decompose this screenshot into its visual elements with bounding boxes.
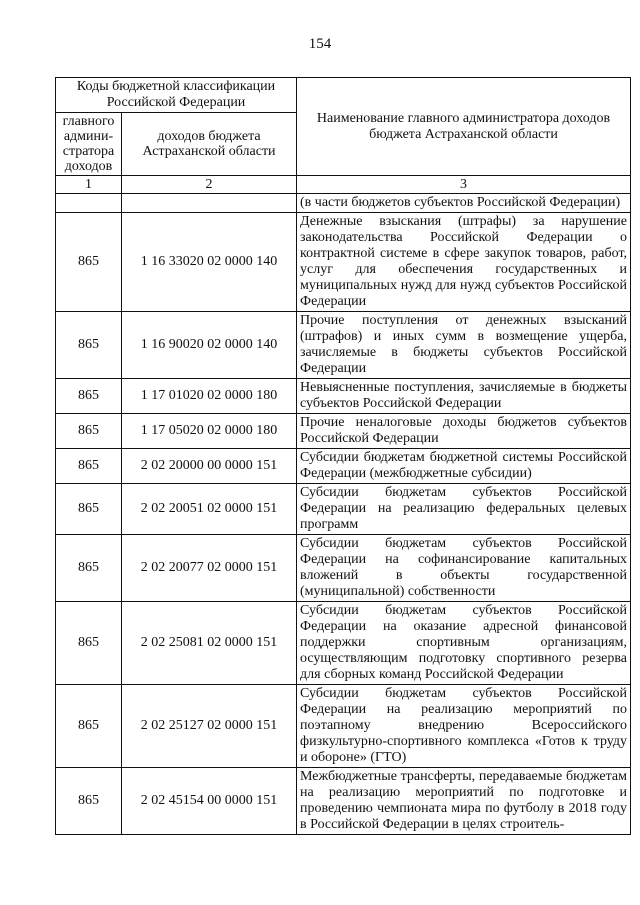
column-number-2: 2 <box>122 176 297 194</box>
table-row <box>56 194 631 213</box>
income-code-cell: 2 02 45154 00 0000 151 <box>122 768 297 835</box>
income-name-cell: Прочие поступления от денежных взысканий (штрафов) и иных сумм в возмещение ущерба, зачисляемые в бюджеты субъектов Российской Федерации <box>297 312 631 379</box>
table-row <box>56 602 631 685</box>
table-row <box>56 768 631 835</box>
income-name-cell: Прочие неналоговые доходы бюджетов субъектов Российской Федерации <box>297 414 631 449</box>
admin-code-cell: 865 <box>56 535 122 602</box>
income-name-cell: Межбюджетные трансферты, передаваемые бюджетам на реализацию мероприятий по подготовке и проведению чемпионата мира по футболу в 2018 году в Российской Федерации в целях строитель- <box>297 768 631 835</box>
admin-code-cell: 865 <box>56 602 122 685</box>
income-name-cell: Невыясненные поступления, зачисляемые в бюджеты субъектов Российской Федерации <box>297 379 631 414</box>
income-name-cell: Субсидии бюджетам субъектов Российской Федерации на софинансирование капитальных вложений в объекты государственной (муниципальной) собственности <box>297 535 631 602</box>
page-number: 154 <box>308 36 332 52</box>
income-name-cell: Субсидии бюджетам субъектов Российской Федерации на реализацию мероприятий по поэтапному внедрению Всероссийского физкультурно-спортивного комплекса «Готов к труду и обороне» (ГТО) <box>297 685 631 768</box>
admin-code-cell: 865 <box>56 685 122 768</box>
table-row <box>56 535 631 602</box>
admin-code-cell <box>56 194 122 213</box>
header-income-code: доходов бюджета Астраханской области <box>122 113 297 176</box>
income-code-cell <box>122 194 297 213</box>
income-code-cell: 1 17 01020 02 0000 180 <box>122 379 297 414</box>
table-row <box>56 414 631 449</box>
header-admin-code: главного админи-стратора доходов <box>56 113 122 176</box>
table-row <box>56 312 631 379</box>
income-name-cell: Субсидии бюджетам субъектов Российской Федерации на реализацию федеральных целевых программ <box>297 484 631 535</box>
header-group-title: Коды бюджетной классификации Российской Федерации <box>56 78 297 113</box>
income-name-cell: (в части бюджетов субъектов Российской Федерации) <box>297 194 631 213</box>
column-number-3: 3 <box>297 176 631 194</box>
income-code-cell: 1 16 90020 02 0000 140 <box>122 312 297 379</box>
income-code-cell: 2 02 20077 02 0000 151 <box>122 535 297 602</box>
admin-code-cell: 865 <box>56 379 122 414</box>
table-row <box>56 484 631 535</box>
income-code-cell: 2 02 20000 00 0000 151 <box>122 449 297 484</box>
table-row <box>56 449 631 484</box>
income-code-cell: 2 02 25127 02 0000 151 <box>122 685 297 768</box>
income-name-cell: Денежные взыскания (штрафы) за нарушение законодательства Российской Федерации о контрактной системе в сфере закупок товаров, работ, услуг для обеспечения государственных и муниципальных нужд для нужд субъектов Российской Федерации <box>297 213 631 312</box>
income-name-cell: Субсидии бюджетам бюджетной системы Российской Федерации (межбюджетные субсидии) <box>297 449 631 484</box>
header-admin-name: Наименование главного администратора доходов бюджета Астраханской области <box>297 78 631 176</box>
income-code-cell: 1 17 05020 02 0000 180 <box>122 414 297 449</box>
table-row <box>56 379 631 414</box>
income-name-cell: Субсидии бюджетам субъектов Российской Федерации на оказание адресной финансовой поддержки спортивным организациям, осуществляющим подготовку спортивного резерва для сборных команд Российской Федерации <box>297 602 631 685</box>
admin-code-cell: 865 <box>56 213 122 312</box>
income-code-cell: 2 02 25081 02 0000 151 <box>122 602 297 685</box>
admin-code-cell: 865 <box>56 768 122 835</box>
budget-classification-table <box>55 77 631 835</box>
admin-code-cell: 865 <box>56 484 122 535</box>
admin-code-cell: 865 <box>56 312 122 379</box>
table-row <box>56 213 631 312</box>
admin-code-cell: 865 <box>56 414 122 449</box>
admin-code-cell: 865 <box>56 449 122 484</box>
table-row <box>56 685 631 768</box>
income-code-cell: 1 16 33020 02 0000 140 <box>122 213 297 312</box>
column-number-1: 1 <box>56 176 122 194</box>
income-code-cell: 2 02 20051 02 0000 151 <box>122 484 297 535</box>
